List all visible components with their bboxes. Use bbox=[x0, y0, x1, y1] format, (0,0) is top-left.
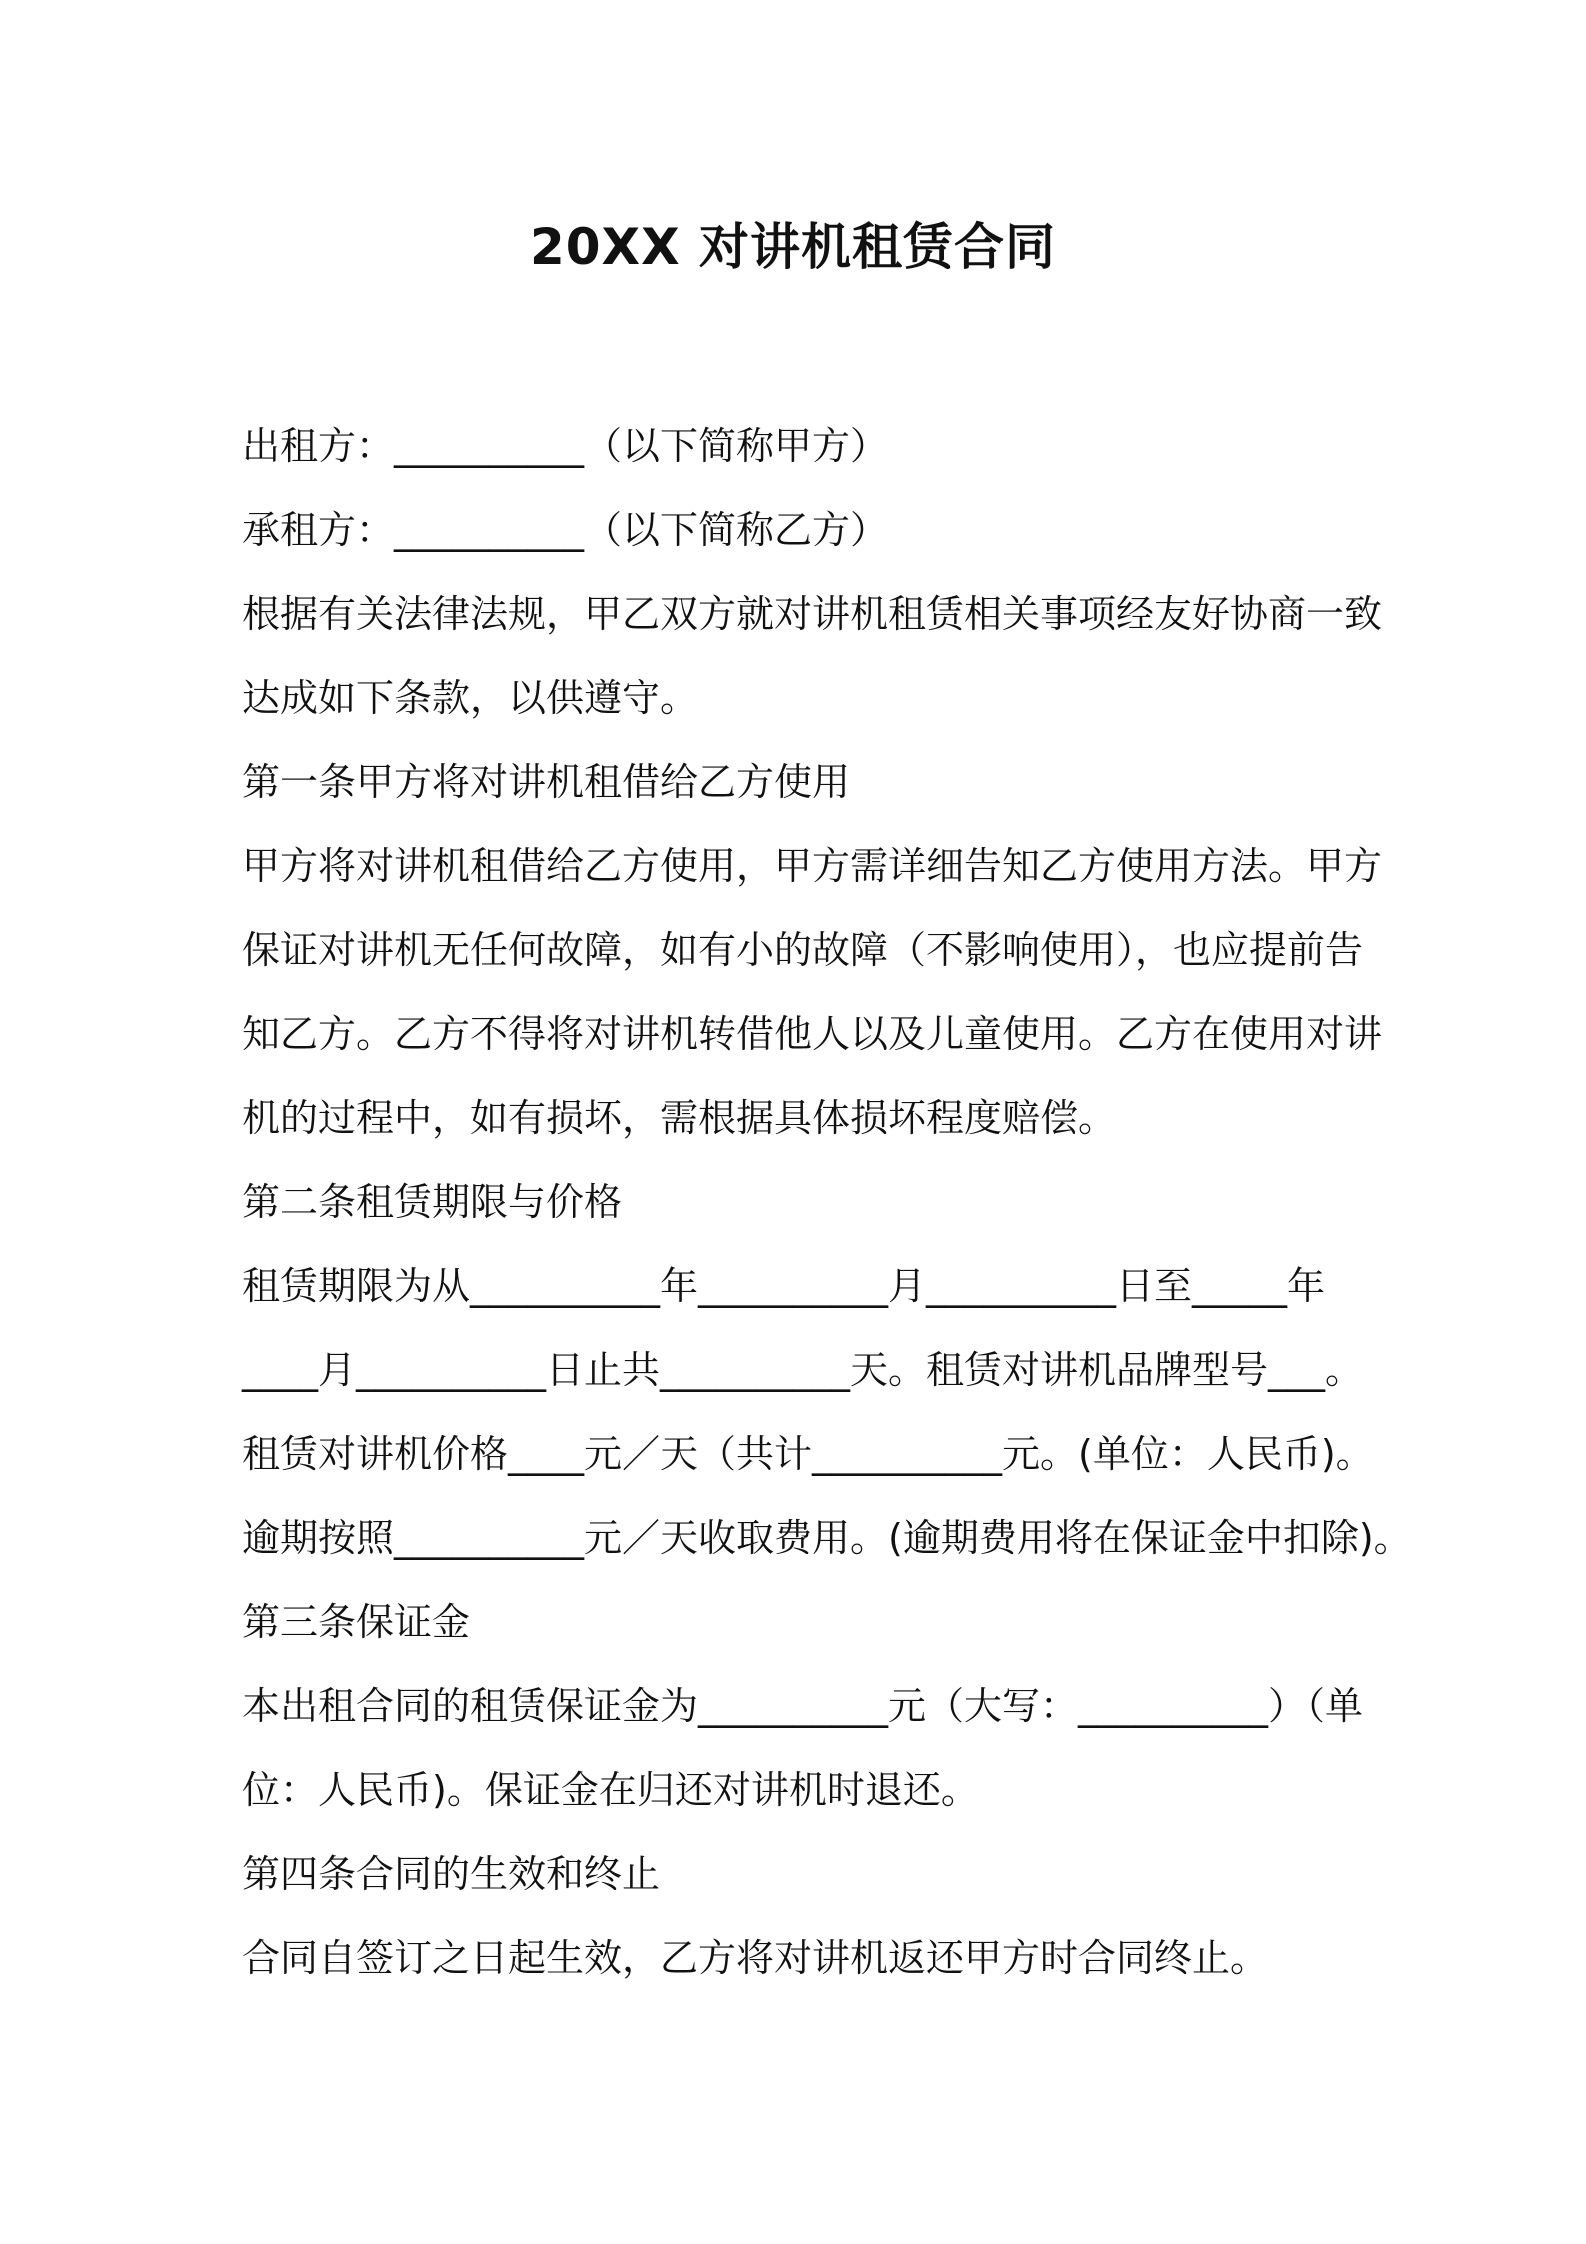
article-4-text-line-1: 合同自签订之日起生效，乙方将对讲机返还甲方时合同终止。 bbox=[242, 1936, 1269, 1980]
article-2-text-line-4: 逾期按照__________元／天收取费用。(逾期费用将在保证金中扣除)。 bbox=[242, 1516, 1412, 1560]
preamble-line-2: 达成如下条款，以供遵守。 bbox=[242, 676, 699, 720]
party-a-line: 出租方：__________（以下简称甲方） bbox=[242, 424, 889, 468]
article-2-text-line-2: ____月__________日止共__________天。租赁对讲机品牌型号___。 bbox=[242, 1348, 1364, 1392]
article-1-text-line-2: 保证对讲机无任何故障，如有小的故障（不影响使用），也应提前告 bbox=[242, 928, 1364, 972]
article-2-text-line-1: 租赁期限为从__________年__________月__________日至_____年 bbox=[242, 1264, 1326, 1308]
article-2-text-line-3: 租赁对讲机价格____元／天（共计__________元。(单位：人民币)。 bbox=[242, 1432, 1374, 1476]
article-1-text-line-3: 知乙方。乙方不得将对讲机转借他人以及儿童使用。乙方在使用对讲 bbox=[242, 1012, 1383, 1056]
article-3-text-line-1: 本出租合同的租赁保证金为__________元（大写：__________）（单 bbox=[242, 1684, 1364, 1728]
article-1-text-line-4: 机的过程中，如有损坏，需根据具体损坏程度赔偿。 bbox=[242, 1096, 1117, 1140]
preamble-line-1: 根据有关法律法规，甲乙双方就对讲机租赁相关事项经友好协商一致 bbox=[242, 592, 1383, 636]
article-4-heading: 第四条合同的生效和终止 bbox=[242, 1852, 661, 1896]
party-b-line: 承租方：__________（以下简称乙方） bbox=[242, 508, 889, 552]
article-3-text-line-2: 位：人民币)。保证金在归还对讲机时退还。 bbox=[242, 1768, 979, 1812]
article-1-heading: 第一条甲方将对讲机租借给乙方使用 bbox=[242, 760, 851, 804]
document-title: 20XX 对讲机租赁合同 bbox=[529, 218, 1057, 276]
document-body bbox=[242, 404, 1412, 2000]
article-3-heading: 第三条保证金 bbox=[242, 1600, 471, 1644]
article-2-heading: 第二条租赁期限与价格 bbox=[242, 1180, 623, 1224]
article-1-text-line-1: 甲方将对讲机租借给乙方使用，甲方需详细告知乙方使用方法。甲方 bbox=[242, 844, 1383, 888]
